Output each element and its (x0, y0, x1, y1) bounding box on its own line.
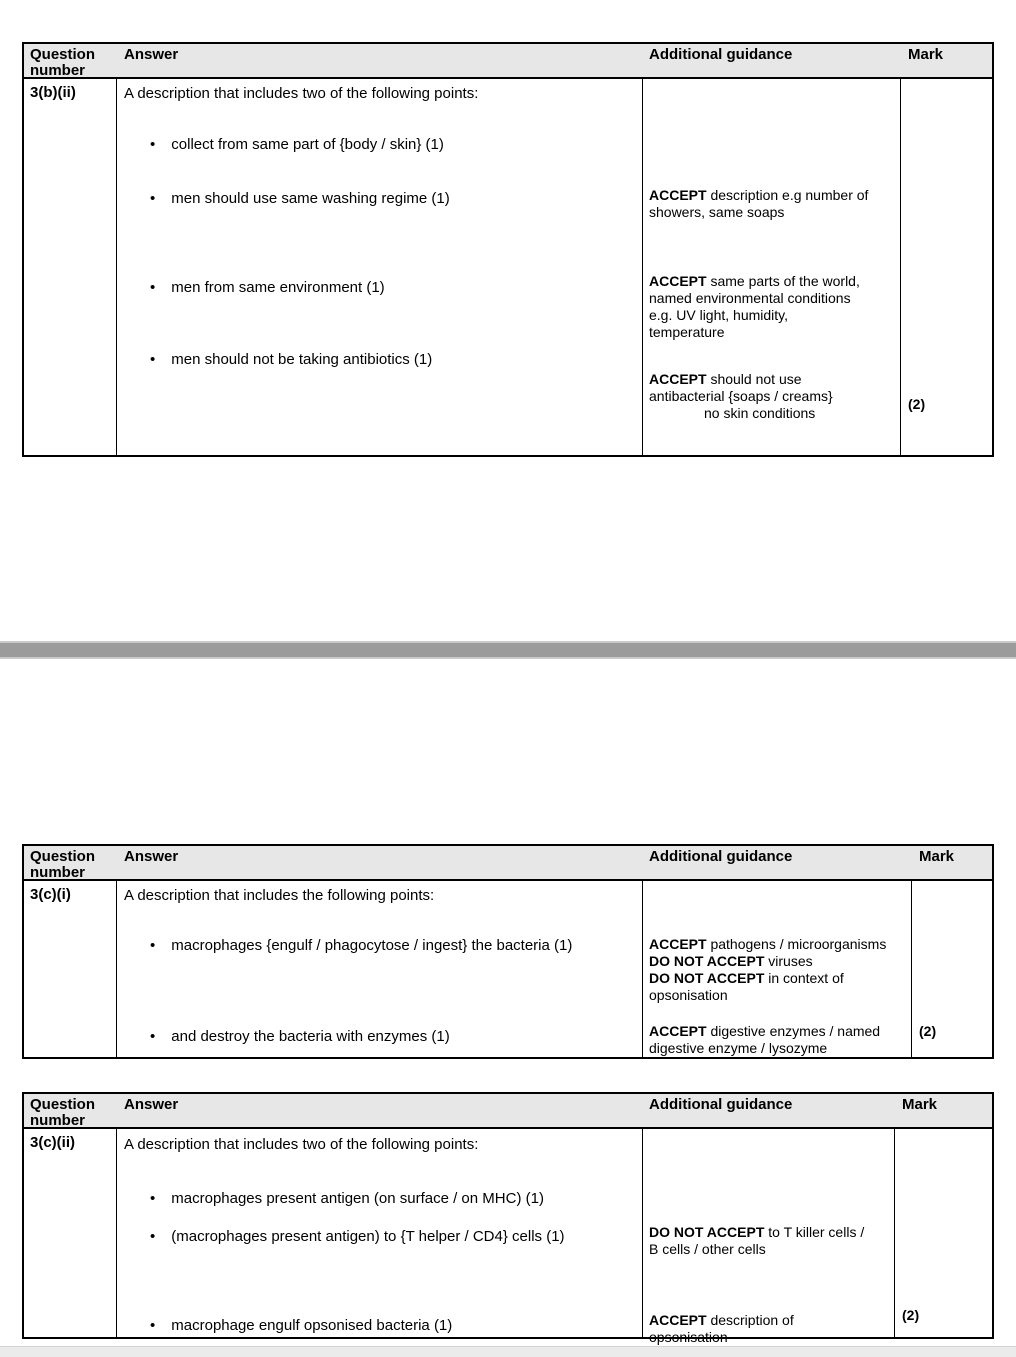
guidance-line (649, 1224, 889, 1241)
guidance-text: antibacterial {soaps / creams} (649, 388, 833, 404)
guidance-line (649, 290, 894, 307)
answer-bullet (150, 1190, 544, 1208)
guidance-text: temperature (649, 324, 725, 340)
guidance-block (649, 187, 894, 221)
guidance-text: pathogens / microorganisms (706, 936, 887, 952)
guidance-text: B cells / other cells (649, 1241, 766, 1257)
bullet-text: men should use same washing regime (1) (171, 190, 450, 207)
guidance-block (649, 936, 905, 1004)
guidance-line (649, 987, 905, 1004)
answer-intro: A description that includes two of the following points: (124, 1136, 479, 1153)
header-mark: Mark (919, 848, 955, 865)
bullet-text: men should not be taking antibiotics (1) (171, 351, 433, 368)
guidance-line (649, 324, 894, 341)
bullet-text: macrophages {engulf / phagocytose / ingest} the bacteria (1) (171, 937, 573, 954)
guidance-line (649, 204, 894, 221)
header-question-number: Question number (30, 46, 96, 79)
guidance-block (649, 1023, 905, 1057)
answer-bullet (150, 1028, 450, 1046)
table-header-row (24, 1094, 992, 1129)
guidance-text: digestive enzyme / lysozyme (649, 1040, 828, 1056)
mark-scheme-table-3bii (22, 42, 994, 457)
bullet-marker (150, 937, 155, 954)
guidance-text: should not use (706, 371, 802, 387)
guidance-line (649, 371, 894, 388)
guidance-line (649, 1241, 889, 1258)
guidance-line (649, 273, 894, 290)
header-additional-guidance: Additional guidance (649, 1096, 793, 1113)
header-answer: Answer (124, 848, 179, 865)
answer-intro: A description that includes two of the following points: (124, 85, 479, 102)
bullet-marker (150, 1190, 155, 1207)
answer-bullet (150, 1228, 565, 1246)
bullet-text: and destroy the bacteria with enzymes (1) (171, 1028, 450, 1045)
guidance-text: opsonisation (649, 987, 728, 1003)
guidance-text: digestive enzymes / named (706, 1023, 881, 1039)
guidance-block (649, 371, 894, 422)
table-header-row (24, 846, 992, 881)
bullet-marker (150, 1028, 155, 1045)
bullet-marker (150, 279, 155, 296)
table-body-row (24, 79, 992, 455)
mark-value: (2) (902, 1307, 920, 1323)
guidance-text: same parts of the world, (706, 273, 860, 289)
header-additional-guidance: Additional guidance (649, 46, 793, 63)
guidance-text: description e.g number of (706, 187, 869, 203)
mark-value: (2) (908, 396, 926, 412)
mark-scheme-table-3cii (22, 1092, 994, 1345)
next-page-separator-edge (0, 1346, 1016, 1357)
header-answer: Answer (124, 1096, 179, 1113)
answer-bullet (150, 937, 572, 955)
guidance-keyword: ACCEPT (649, 936, 707, 952)
answer-bullet (150, 1317, 452, 1335)
page-separator-bar (0, 641, 1016, 659)
question-number: 3(c)(i) (30, 886, 71, 903)
guidance-text: in context of (764, 970, 844, 986)
header-question-number: Question number (30, 848, 96, 881)
guidance-text: to T killer cells / (764, 1224, 865, 1240)
guidance-text: viruses (764, 953, 813, 969)
bullet-marker (150, 351, 155, 368)
table-header-row (24, 44, 992, 79)
header-additional-guidance: Additional guidance (649, 848, 793, 865)
mark-scheme-table-3ci (22, 844, 994, 1059)
guidance-text: opsonisation (649, 1329, 728, 1345)
guidance-text: showers, same soaps (649, 204, 785, 220)
question-number: 3(c)(ii) (30, 1134, 75, 1151)
answer-bullet (150, 190, 450, 208)
bullet-text: macrophage engulf opsonised bacteria (1) (171, 1317, 453, 1334)
guidance-block (649, 1312, 889, 1346)
header-answer: Answer (124, 46, 179, 63)
header-question-number: Question number (30, 1096, 96, 1129)
guidance-line (649, 388, 894, 405)
guidance-line (649, 970, 905, 987)
guidance-line (649, 1040, 905, 1057)
guidance-line (649, 953, 905, 970)
answer-bullet (150, 351, 432, 369)
guidance-line (649, 307, 894, 324)
bullet-marker (150, 190, 155, 207)
answer-bullet (150, 279, 385, 297)
guidance-keyword: DO NOT ACCEPT (649, 953, 765, 969)
guidance-line (649, 405, 894, 422)
bullet-marker (150, 1228, 155, 1245)
table-body-row (24, 1129, 992, 1345)
answer-bullet (150, 136, 444, 154)
answer-intro: A description that includes the following points: (124, 887, 435, 904)
guidance-keyword: ACCEPT (649, 1312, 707, 1328)
mark-value: (2) (919, 1023, 937, 1039)
guidance-keyword: ACCEPT (649, 273, 707, 289)
guidance-keyword: ACCEPT (649, 187, 707, 203)
bullet-marker (150, 1317, 155, 1334)
guidance-keyword: DO NOT ACCEPT (649, 970, 765, 986)
guidance-block (649, 273, 894, 341)
guidance-line (649, 1312, 889, 1329)
bullet-text: (macrophages present antigen) to {T helper / CD4} cells (1) (171, 1228, 565, 1245)
bullet-marker (150, 136, 155, 153)
question-number: 3(b)(ii) (30, 84, 76, 101)
bullet-text: collect from same part of {body / skin} (1) (171, 136, 444, 153)
bullet-text: macrophages present antigen (on surface / on MHC) (1) (171, 1190, 544, 1207)
guidance-text: named environmental conditions (649, 290, 851, 306)
bullet-text: men from same environment (1) (171, 279, 385, 296)
guidance-line (649, 1329, 889, 1346)
guidance-keyword: ACCEPT (649, 1023, 707, 1039)
header-mark: Mark (902, 1096, 938, 1113)
guidance-keyword: ACCEPT (649, 371, 707, 387)
guidance-block (649, 1224, 889, 1258)
guidance-keyword: DO NOT ACCEPT (649, 1224, 765, 1240)
guidance-line (649, 187, 894, 204)
table-body-row (24, 881, 992, 1057)
guidance-text: no skin conditions (704, 405, 816, 421)
guidance-text: e.g. UV light, humidity, (649, 307, 789, 323)
guidance-text: description of (706, 1312, 794, 1328)
header-mark: Mark (908, 46, 944, 63)
guidance-line (649, 936, 905, 953)
guidance-line (649, 1023, 905, 1040)
